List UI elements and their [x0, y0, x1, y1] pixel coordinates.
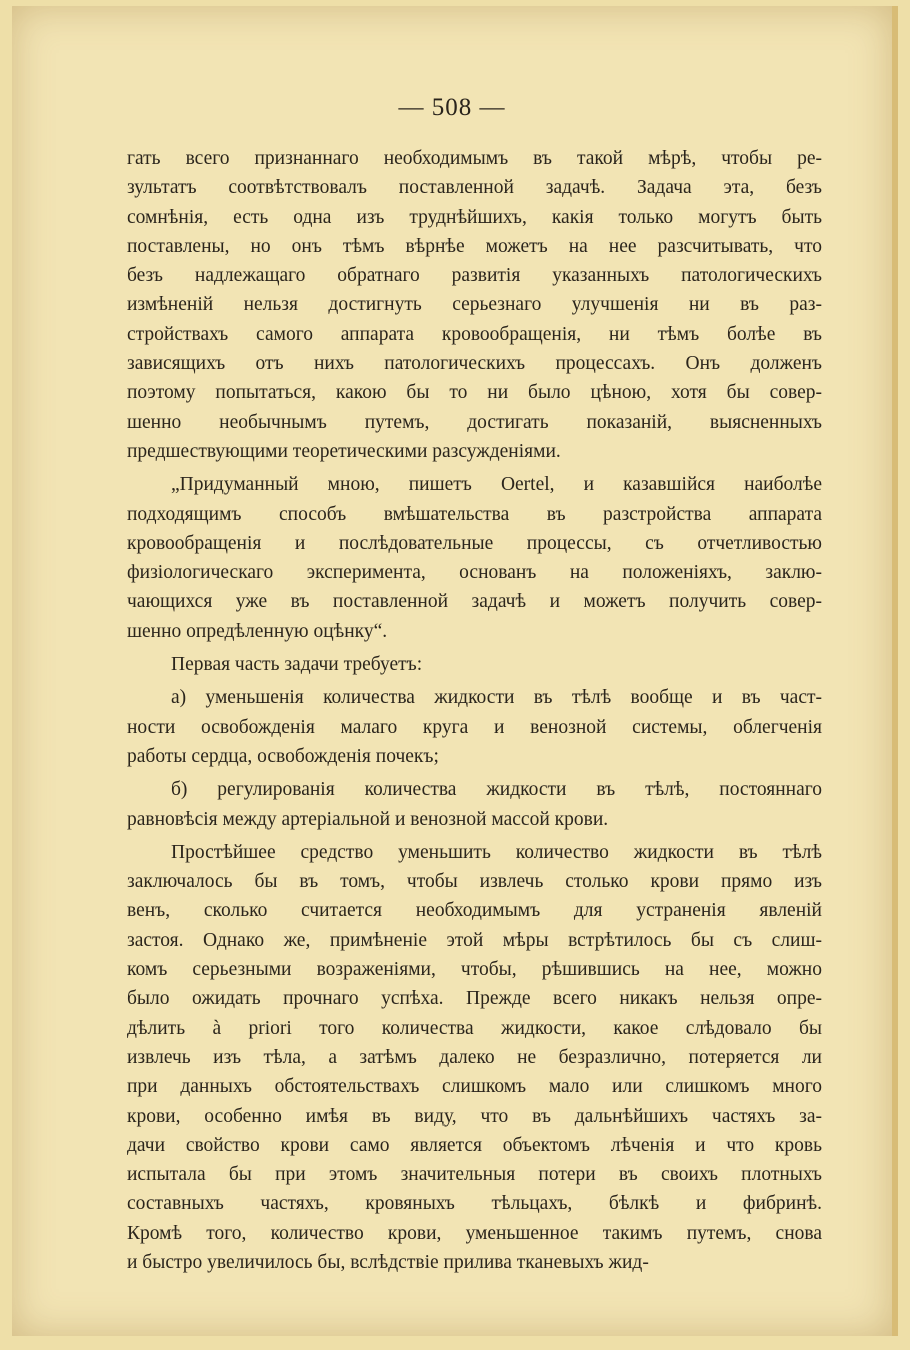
text-line: дѣлить à priori того количества жидкости, какое слѣдовало бы	[127, 1017, 822, 1039]
book-page	[12, 6, 898, 1336]
text-line: измѣненій нельзя достигнуть серьезнаго улучшенія ни въ раз-	[127, 294, 822, 316]
text-line: и быстро увеличилось бы, вслѣдствіе прилива тканевыхъ жид-	[127, 1251, 649, 1273]
text-line: дачи свойство крови само является объектомъ лѣченія и что кровь	[127, 1134, 822, 1156]
text-line: безъ надлежащаго обратнаго развитія указанныхъ патологическихъ	[127, 265, 822, 287]
text-line: стройствахъ самого аппарата кровообращенія, ни тѣмъ болѣе въ	[127, 323, 822, 345]
paragraph	[127, 144, 822, 466]
text-line: Первая часть задачи требуетъ:	[171, 654, 423, 676]
page-body	[127, 144, 822, 1277]
text-line: шенно необычнымъ путемъ, достигать показаній, выясненныхъ	[127, 411, 822, 433]
text-line: „Придуманный мною, пишетъ Oertel, и казавшійся наиболѣе	[171, 474, 822, 496]
text-line: поэтому попытаться, какою бы то ни было цѣною, хотя бы совер-	[127, 382, 822, 404]
text-line: кровообращенія и послѣдовательные процессы, съ отчетливостью	[127, 532, 822, 554]
text-line: зультатъ соотвѣтствовалъ поставленной задачѣ. Задача эта, безъ	[127, 177, 822, 199]
text-line: работы сердца, освобожденія почекъ;	[127, 745, 439, 767]
paragraph	[127, 838, 822, 1277]
page-number: — 508 —	[398, 94, 506, 121]
paragraph	[127, 775, 822, 834]
paragraph	[127, 650, 822, 679]
text-line: испытала бы при этомъ значительныя потери въ своихъ плотныхъ	[127, 1164, 822, 1186]
text-line: при данныхъ обстоятельствахъ слишкомъ мало или слишкомъ много	[127, 1076, 822, 1098]
text-line: Простѣйшее средство уменьшить количество жидкости въ тѣлѣ	[171, 841, 822, 863]
text-line: заключалось бы въ томъ, чтобы извлечь столько крови прямо изъ	[127, 871, 822, 893]
text-line: гать всего признаннаго необходимымъ въ такой мѣрѣ, чтобы ре-	[127, 148, 822, 169]
text-line: б) регулированія количества жидкости въ тѣлѣ, постояннаго	[171, 779, 822, 801]
text-line: физіологическаго эксперимента, основанъ на положеніяхъ, заклю-	[127, 562, 822, 584]
text-line: крови, особенно имѣя въ виду, что въ дальнѣйшихъ частяхъ за-	[127, 1105, 822, 1127]
text-line: поставлены, но онъ тѣмъ вѣрнѣе можетъ на нее разсчитывать, что	[127, 235, 822, 257]
text-line: комъ серьезными возраженіями, чтобы, рѣшившись на нее, можно	[127, 959, 822, 981]
text-line: равновѣсія между артеріальной и венозной массой крови.	[127, 808, 609, 830]
text-line: подходящимъ способъ вмѣшательства въ разстройства аппарата	[127, 503, 822, 525]
text-line: шенно опредѣленную оцѣнку“.	[127, 620, 388, 642]
text-line: извлечь изъ тѣла, а затѣмъ далеко не безразлично, потеряется ли	[127, 1046, 822, 1068]
text-line: а) уменьшенія количества жидкости въ тѣлѣ вообще и въ част-	[171, 687, 822, 709]
text-line: было ожидать прочнаго успѣха. Прежде всего никакъ нельзя опре-	[127, 988, 822, 1010]
text-line: чающихся уже въ поставленной задачѣ и можетъ получить совер-	[127, 591, 822, 613]
paragraph	[127, 683, 822, 771]
text-line: Кромѣ того, количество крови, уменьшенное такимъ путемъ, снова	[127, 1222, 822, 1244]
text-line: составныхъ частяхъ, кровяныхъ тѣльцахъ, бѣлкѣ и фибринѣ.	[127, 1193, 822, 1215]
text-line: предшествующими теоретическими разсужденіями.	[127, 440, 561, 462]
text-line: ности освобожденія малаго круга и венозной системы, облегченія	[127, 716, 822, 738]
text-line: зависящихъ отъ нихъ патологическихъ процессахъ. Онъ долженъ	[127, 353, 822, 375]
paragraph	[127, 470, 822, 646]
text-line: сомнѣнія, есть одна изъ труднѣйшихъ, какія только могутъ быть	[127, 206, 822, 228]
text-line: венъ, сколько считается необходимымъ для устраненія явленій	[127, 900, 822, 922]
text-line: застоя. Однако же, примѣненіе этой мѣры встрѣтилось бы съ слиш-	[127, 929, 822, 951]
